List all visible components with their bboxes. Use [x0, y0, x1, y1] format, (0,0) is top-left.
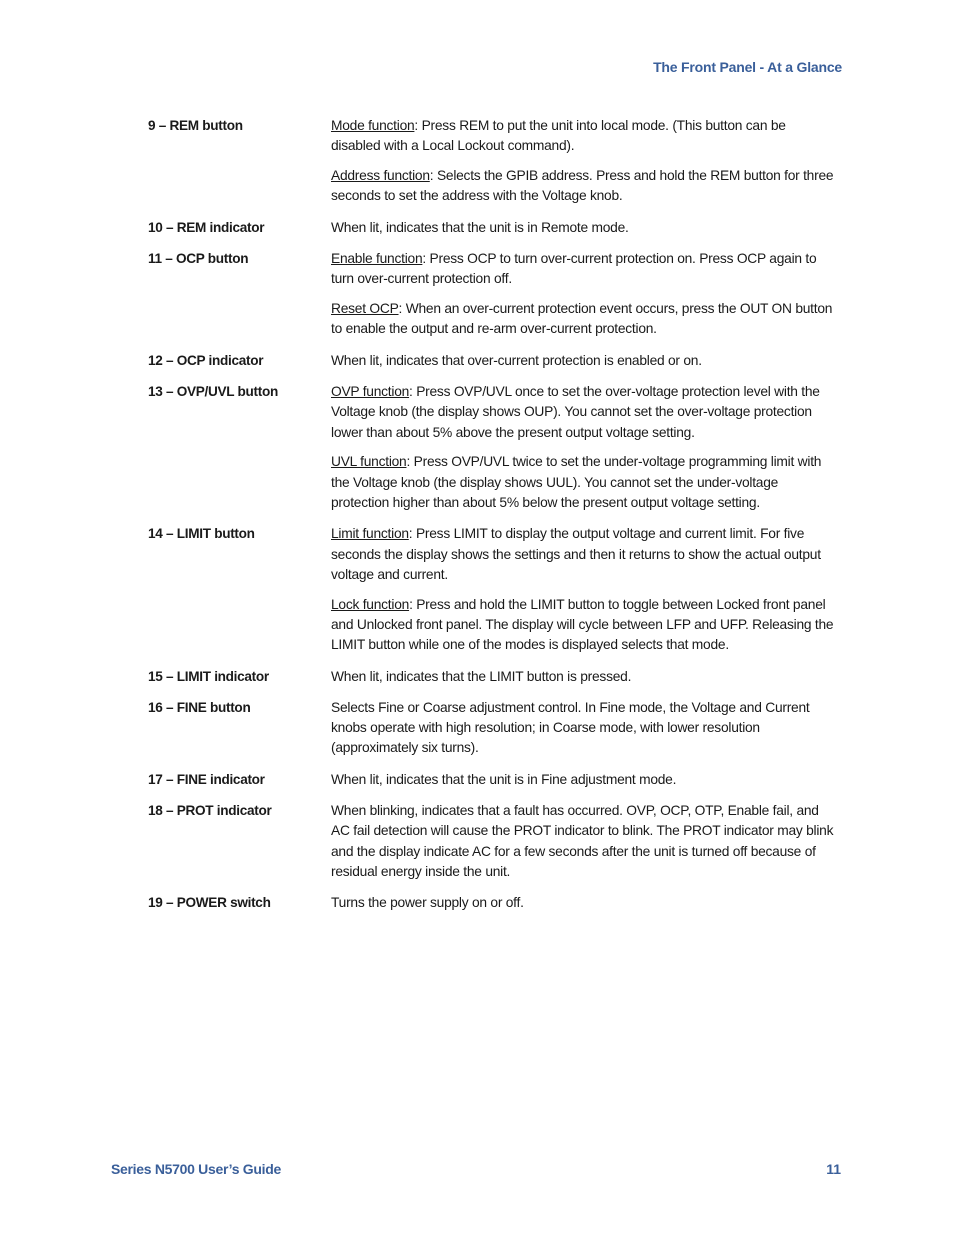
description-text: : Press OCP to turn over-current protection on. Press OCP again to turn over-current protection off. [331, 250, 817, 287]
definition-description [331, 116, 836, 207]
definition-row [148, 116, 848, 207]
definition-description [331, 893, 836, 913]
description-text: Selects Fine or Coarse adjustment control. In Fine mode, the Voltage and Current knobs operate with high resolution; in Coarse mode, with lower resolution (approximately six turns). [331, 699, 810, 756]
description-text: : Press OVP/UVL once to set the over-voltage protection level with the Voltage knob (the display shows OUP). You cannot set the over-voltage protection lower than about 5% above the present output voltage setting. [331, 383, 820, 440]
definition-term: 11 – OCP button [148, 250, 249, 266]
definition-row [148, 801, 848, 882]
description-paragraph [331, 524, 836, 585]
definition-term: 15 – LIMIT indicator [148, 668, 269, 684]
function-name: Limit function [331, 526, 409, 542]
description-paragraph [331, 893, 836, 913]
description-paragraph [331, 116, 836, 157]
definition-term: 13 – OVP/UVL button [148, 383, 279, 399]
function-name: Reset OCP [331, 301, 399, 317]
footer-page-number: 11 [826, 1161, 841, 1177]
definition-description [331, 382, 836, 513]
definition-term: 12 – OCP indicator [148, 352, 264, 368]
definition-term: 17 – FINE indicator [148, 771, 265, 787]
definition-description [331, 698, 836, 759]
description-paragraph [331, 299, 836, 340]
description-text: : When an over-current protection event occurs, press the OUT ON button to enable the output and re-arm over-current protection. [331, 301, 833, 337]
definition-description [331, 667, 836, 687]
description-paragraph [331, 770, 836, 790]
page-header-title: The Front Panel - At a Glance [653, 59, 842, 75]
definition-row [148, 249, 848, 340]
description-paragraph [331, 166, 836, 207]
definition-description [331, 524, 836, 655]
definition-row [148, 524, 848, 655]
description-paragraph [331, 801, 836, 882]
definition-description [331, 801, 836, 882]
description-text: : Press and hold the LIMIT button to toggle between Locked front panel and Unlocked front panel. The display will cycle between LFP and UFP. Releasing the LIMIT button while one of the modes is displayed selects that mode. [331, 596, 834, 653]
definition-row [148, 218, 848, 238]
definition-description [331, 351, 836, 371]
definition-description [331, 770, 836, 790]
definition-term: 16 – FINE button [148, 699, 251, 715]
definition-row [148, 893, 848, 913]
function-name: OVP function [331, 383, 410, 399]
function-name: Mode function [331, 118, 415, 133]
function-name: Lock function [331, 596, 410, 612]
description-paragraph [331, 351, 836, 371]
definition-row [148, 667, 848, 687]
definition-term: 14 – LIMIT button [148, 526, 255, 542]
description-text: When lit, indicates that over-current protection is enabled or on. [331, 352, 702, 368]
description-paragraph [331, 667, 836, 687]
description-paragraph [331, 595, 836, 656]
description-paragraph [331, 218, 836, 238]
definition-term: 18 – PROT indicator [148, 803, 272, 819]
definition-term: 10 – REM indicator [148, 219, 265, 235]
description-text: Turns the power supply on or off. [331, 895, 524, 911]
function-name: Address function [331, 168, 430, 184]
definition-description [331, 218, 836, 238]
description-paragraph [331, 698, 836, 759]
footer-guide-title: Series N5700 User’s Guide [111, 1161, 281, 1177]
description-text: : Press LIMIT to display the output voltage and current limit. For five seconds the display shows the settings and then it returns to show the actual output voltage and current. [331, 526, 821, 582]
definition-row [148, 382, 848, 513]
function-name: Enable function [331, 250, 423, 266]
description-text: : Selects the GPIB address. Press and hold the REM button for three seconds to set the address with the Voltage knob. [331, 168, 834, 204]
description-text: : Press REM to put the unit into local mode. (This button can be disabled with a Local Lockout command). [331, 118, 786, 154]
description-text: : Press OVP/UVL twice to set the under-voltage programming limit with the Voltage knob (the display shows UUL). You cannot set the under-voltage protection higher than about 5% below the present output voltage setting. [331, 454, 822, 510]
function-name: UVL function [331, 454, 407, 470]
definition-row [148, 698, 848, 759]
description-text: When lit, indicates that the unit is in Fine adjustment mode. [331, 771, 677, 787]
description-paragraph [331, 249, 836, 290]
description-text: When blinking, indicates that a fault has occurred. OVP, OCP, OTP, Enable fail, and AC fail detection will cause the PROT indicator to blink. The PROT indicator may blink and the display indicate AC for a few seconds after the unit is turned off because of residual energy inside the unit. [331, 803, 834, 879]
description-text: When lit, indicates that the LIMIT button is pressed. [331, 668, 632, 684]
definition-row [148, 770, 848, 790]
description-text: When lit, indicates that the unit is in Remote mode. [331, 219, 629, 235]
description-paragraph [331, 452, 836, 513]
description-paragraph [331, 382, 836, 443]
definition-row [148, 351, 848, 371]
definition-description [331, 249, 836, 340]
definition-term: 9 – REM button [148, 118, 243, 133]
definition-term: 19 – POWER switch [148, 895, 271, 911]
definition-list [148, 116, 848, 925]
